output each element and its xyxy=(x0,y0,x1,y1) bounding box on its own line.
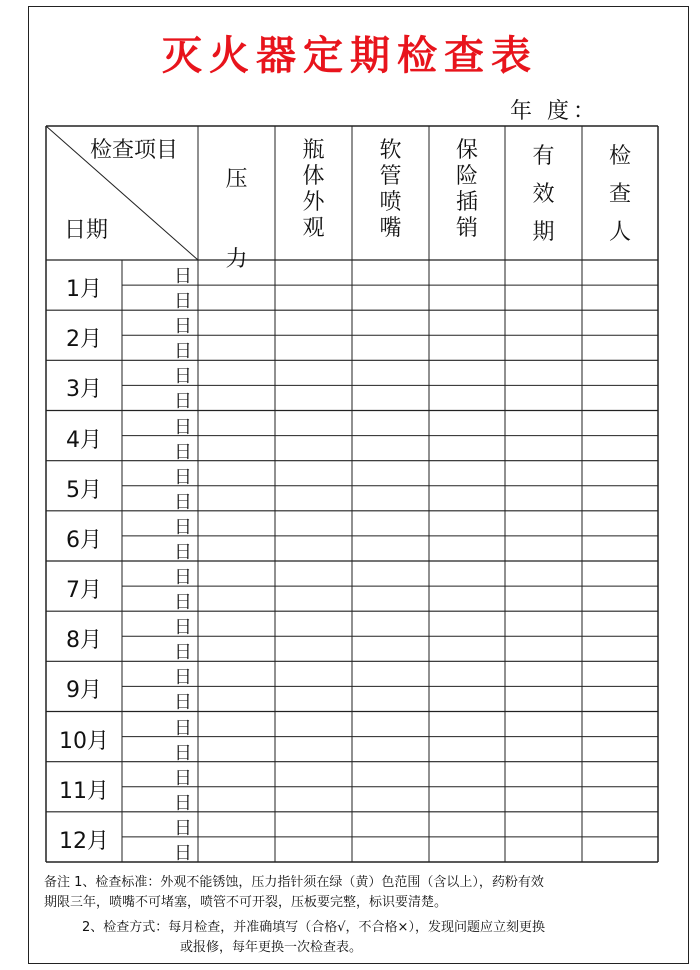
month-label-11: 11月 xyxy=(59,778,109,804)
year-label: 年 度： xyxy=(510,99,599,124)
note-line-2: 期限三年，喷嘴不可堵塞，喷管不可开裂，压板要完整，标识要清楚。 xyxy=(44,895,448,910)
month-label-3: 3月 xyxy=(66,377,102,403)
day-label: 日 xyxy=(174,366,192,388)
month-label-1: 1月 xyxy=(66,277,102,303)
day-label: 日 xyxy=(174,466,192,488)
day-label: 日 xyxy=(174,767,192,789)
note-line-3: 2、检查方式：每月检查，并准确填写（合格√，不合格×），发现问题应立刻更换 xyxy=(82,920,545,935)
day-label: 日 xyxy=(174,416,192,438)
month-label-7: 7月 xyxy=(66,578,102,604)
day-label: 日 xyxy=(174,692,192,714)
day-label: 日 xyxy=(174,316,192,338)
day-label: 日 xyxy=(174,817,192,839)
day-label: 日 xyxy=(174,341,192,363)
month-label-5: 5月 xyxy=(66,477,102,503)
day-label: 日 xyxy=(174,567,192,588)
day-label: 日 xyxy=(174,667,192,689)
day-label: 日 xyxy=(174,642,192,664)
day-label: 日 xyxy=(174,491,192,513)
note-line-4: 或报修，每年更换一次检查表。 xyxy=(180,940,363,955)
note-line-1: 备注 1、检查标准：外观不能锈蚀，压力指针须在绿（黄）色范围（含以上），药粉有效 xyxy=(44,875,544,890)
day-label: 日 xyxy=(174,541,192,563)
column-header-3: 软 管 喷 嘴 xyxy=(379,138,402,241)
column-header-5: 有 效 期 xyxy=(532,144,555,245)
day-label: 日 xyxy=(174,617,192,639)
day-label: 日 xyxy=(174,266,192,287)
month-label-4: 4月 xyxy=(66,427,102,453)
month-label-12: 12月 xyxy=(59,828,109,854)
month-label-6: 6月 xyxy=(66,527,102,553)
day-label: 日 xyxy=(174,792,192,814)
day-label: 日 xyxy=(174,391,192,413)
day-label: 日 xyxy=(174,592,192,614)
column-header-1: 压 力 xyxy=(225,167,248,272)
month-label-2: 2月 xyxy=(66,327,102,353)
column-header-6: 检 查 人 xyxy=(608,144,631,245)
column-header-2: 瓶 体 外 观 xyxy=(302,138,325,241)
form-title: 灭火器定期检查表 xyxy=(162,33,538,79)
header-date-label: 日期 xyxy=(64,218,109,243)
day-label: 日 xyxy=(174,717,192,739)
day-label: 日 xyxy=(174,742,192,764)
day-label: 日 xyxy=(174,842,192,864)
month-label-9: 9月 xyxy=(66,678,102,704)
month-label-10: 10月 xyxy=(59,728,109,754)
day-label: 日 xyxy=(174,516,192,538)
header-item-label: 检查项目 xyxy=(90,138,179,163)
day-label: 日 xyxy=(174,291,192,313)
column-header-4: 保 险 插 销 xyxy=(455,138,478,241)
day-label: 日 xyxy=(174,441,192,463)
month-label-8: 8月 xyxy=(66,628,102,654)
